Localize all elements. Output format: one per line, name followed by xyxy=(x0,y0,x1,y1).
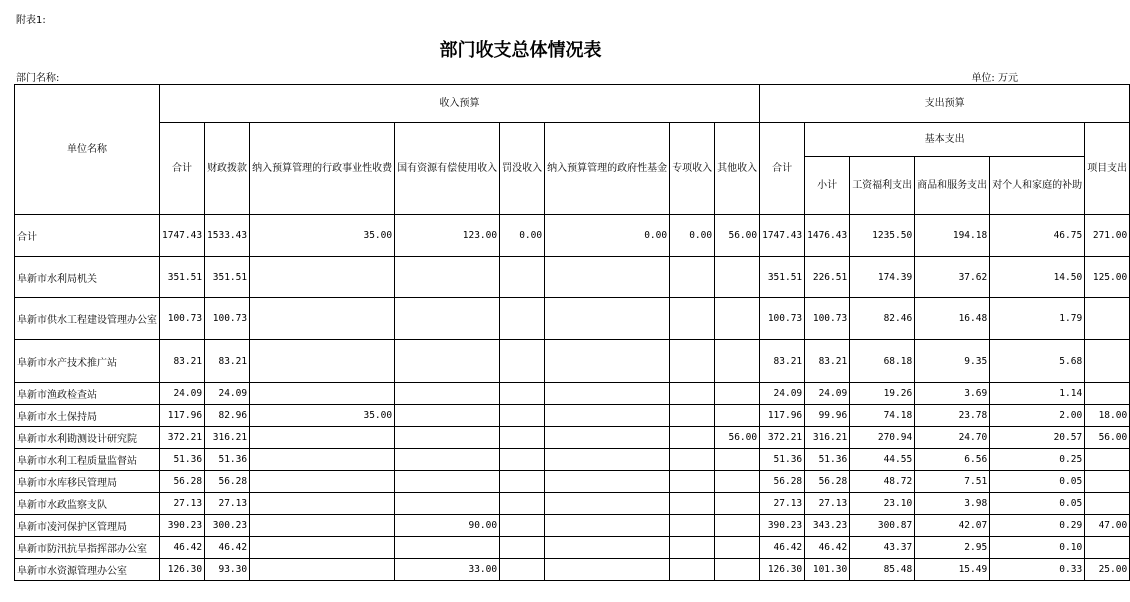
row-value-c5 xyxy=(500,257,545,298)
row-unit-name: 阜新市防汛抗旱指挥部办公室 xyxy=(15,537,160,559)
row-value-c10: 226.51 xyxy=(805,257,850,298)
row-value-c3 xyxy=(250,537,395,559)
row-value-c7 xyxy=(670,537,715,559)
row-value-c8 xyxy=(715,340,760,383)
row-value-c10: 46.42 xyxy=(805,537,850,559)
row-value-c4 xyxy=(395,340,500,383)
row-value-c9: 390.23 xyxy=(760,515,805,537)
row-value-c1: 390.23 xyxy=(160,515,205,537)
row-value-c1: 117.96 xyxy=(160,405,205,427)
table-row xyxy=(15,471,1130,493)
table-row xyxy=(15,298,1130,340)
row-value-c12: 16.48 xyxy=(915,298,990,340)
row-value-c7 xyxy=(670,383,715,405)
row-unit-name: 合计 xyxy=(15,215,160,257)
row-value-c3 xyxy=(250,383,395,405)
table-row xyxy=(15,215,1130,257)
row-unit-name: 阜新市水库移民管理局 xyxy=(15,471,160,493)
row-value-c14 xyxy=(1085,340,1130,383)
row-value-c12: 3.69 xyxy=(915,383,990,405)
header-fines: 罚没收入 xyxy=(500,123,545,215)
header-income-total: 合计 xyxy=(160,123,205,215)
row-value-c10: 83.21 xyxy=(805,340,850,383)
row-value-c4: 123.00 xyxy=(395,215,500,257)
row-value-c1: 126.30 xyxy=(160,559,205,581)
row-value-c12: 2.95 xyxy=(915,537,990,559)
row-value-c2: 56.28 xyxy=(205,471,250,493)
row-value-c4 xyxy=(395,537,500,559)
row-value-c6 xyxy=(545,471,670,493)
row-value-c4 xyxy=(395,471,500,493)
row-value-c13: 2.00 xyxy=(990,405,1085,427)
header-special: 专项收入 xyxy=(670,123,715,215)
row-value-c6 xyxy=(545,515,670,537)
row-value-c5 xyxy=(500,427,545,449)
row-value-c4 xyxy=(395,405,500,427)
row-value-c12: 194.18 xyxy=(915,215,990,257)
row-unit-name: 阜新市凌河保护区管理局 xyxy=(15,515,160,537)
row-value-c10: 1476.43 xyxy=(805,215,850,257)
row-value-c4 xyxy=(395,383,500,405)
row-value-c5 xyxy=(500,537,545,559)
row-value-c5 xyxy=(500,340,545,383)
row-value-c8 xyxy=(715,257,760,298)
row-value-c12: 6.56 xyxy=(915,449,990,471)
row-value-c9: 51.36 xyxy=(760,449,805,471)
header-expense-total: 合计 xyxy=(760,123,805,215)
table-body xyxy=(15,215,1130,581)
row-value-c4 xyxy=(395,298,500,340)
row-value-c14: 56.00 xyxy=(1085,427,1130,449)
row-value-c9: 46.42 xyxy=(760,537,805,559)
row-value-c8 xyxy=(715,515,760,537)
row-value-c1: 372.21 xyxy=(160,427,205,449)
row-unit-name: 阜新市水利局机关 xyxy=(15,257,160,298)
row-value-c1: 351.51 xyxy=(160,257,205,298)
row-value-c12: 7.51 xyxy=(915,471,990,493)
row-value-c11: 68.18 xyxy=(850,340,915,383)
row-value-c11: 82.46 xyxy=(850,298,915,340)
row-value-c2: 1533.43 xyxy=(205,215,250,257)
row-value-c3 xyxy=(250,471,395,493)
header-other: 其他收入 xyxy=(715,123,760,215)
row-value-c13: 0.05 xyxy=(990,493,1085,515)
row-value-c7 xyxy=(670,471,715,493)
row-value-c2: 351.51 xyxy=(205,257,250,298)
row-value-c2: 27.13 xyxy=(205,493,250,515)
row-value-c3 xyxy=(250,427,395,449)
row-value-c11: 48.72 xyxy=(850,471,915,493)
row-value-c11: 74.18 xyxy=(850,405,915,427)
row-value-c7 xyxy=(670,405,715,427)
row-unit-name: 阜新市水产技术推广站 xyxy=(15,340,160,383)
row-value-c2: 300.23 xyxy=(205,515,250,537)
row-value-c9: 56.28 xyxy=(760,471,805,493)
row-value-c5: 0.00 xyxy=(500,215,545,257)
row-value-c8 xyxy=(715,537,760,559)
row-value-c8 xyxy=(715,449,760,471)
row-value-c4: 33.00 xyxy=(395,559,500,581)
header-gov-fund: 纳入预算管理的政府性基金 xyxy=(545,123,670,215)
row-unit-name: 阜新市水利工程质量监督站 xyxy=(15,449,160,471)
row-value-c10: 51.36 xyxy=(805,449,850,471)
row-value-c11: 23.10 xyxy=(850,493,915,515)
row-value-c6 xyxy=(545,405,670,427)
row-value-c13: 0.29 xyxy=(990,515,1085,537)
row-value-c8: 56.00 xyxy=(715,215,760,257)
row-value-c8 xyxy=(715,493,760,515)
row-value-c2: 316.21 xyxy=(205,427,250,449)
header-unit-name: 单位名称 xyxy=(15,85,160,215)
header-project: 项目支出 xyxy=(1085,123,1130,215)
row-value-c3 xyxy=(250,493,395,515)
row-value-c8 xyxy=(715,383,760,405)
row-value-c14 xyxy=(1085,471,1130,493)
row-value-c11: 44.55 xyxy=(850,449,915,471)
row-value-c8 xyxy=(715,471,760,493)
row-value-c6 xyxy=(545,298,670,340)
row-value-c7 xyxy=(670,493,715,515)
row-value-c6: 0.00 xyxy=(545,215,670,257)
row-value-c8: 56.00 xyxy=(715,427,760,449)
row-unit-name: 阜新市水政监察支队 xyxy=(15,493,160,515)
row-value-c5 xyxy=(500,405,545,427)
header-admin-fees: 纳入预算管理的行政事业性收费 xyxy=(250,123,395,215)
row-value-c7 xyxy=(670,515,715,537)
table-row xyxy=(15,449,1130,471)
row-value-c13: 20.57 xyxy=(990,427,1085,449)
row-value-c14: 271.00 xyxy=(1085,215,1130,257)
row-value-c14 xyxy=(1085,493,1130,515)
header-goods: 商品和服务支出 xyxy=(915,157,990,215)
row-value-c1: 24.09 xyxy=(160,383,205,405)
row-value-c3 xyxy=(250,449,395,471)
row-value-c1: 1747.43 xyxy=(160,215,205,257)
table-row xyxy=(15,493,1130,515)
row-value-c6 xyxy=(545,383,670,405)
row-value-c7 xyxy=(670,298,715,340)
table-row xyxy=(15,537,1130,559)
row-value-c5 xyxy=(500,298,545,340)
row-value-c10: 27.13 xyxy=(805,493,850,515)
row-value-c13: 0.33 xyxy=(990,559,1085,581)
row-value-c14 xyxy=(1085,449,1130,471)
row-value-c2: 51.36 xyxy=(205,449,250,471)
table-row xyxy=(15,340,1130,383)
row-value-c14 xyxy=(1085,537,1130,559)
row-value-c12: 42.07 xyxy=(915,515,990,537)
header-income-group: 收入预算 xyxy=(160,85,760,123)
row-value-c9: 117.96 xyxy=(760,405,805,427)
row-value-c5 xyxy=(500,449,545,471)
row-value-c13: 0.10 xyxy=(990,537,1085,559)
row-value-c1: 46.42 xyxy=(160,537,205,559)
row-value-c11: 19.26 xyxy=(850,383,915,405)
row-value-c12: 23.78 xyxy=(915,405,990,427)
row-value-c3: 35.00 xyxy=(250,215,395,257)
row-value-c12: 3.98 xyxy=(915,493,990,515)
row-value-c5 xyxy=(500,493,545,515)
header-subtotal: 小计 xyxy=(805,157,850,215)
row-value-c10: 24.09 xyxy=(805,383,850,405)
row-value-c2: 83.21 xyxy=(205,340,250,383)
row-value-c10: 316.21 xyxy=(805,427,850,449)
row-value-c9: 1747.43 xyxy=(760,215,805,257)
row-value-c11: 174.39 xyxy=(850,257,915,298)
row-value-c10: 99.96 xyxy=(805,405,850,427)
row-value-c9: 83.21 xyxy=(760,340,805,383)
row-value-c6 xyxy=(545,257,670,298)
row-value-c9: 126.30 xyxy=(760,559,805,581)
row-value-c10: 56.28 xyxy=(805,471,850,493)
row-value-c7 xyxy=(670,427,715,449)
row-value-c4 xyxy=(395,449,500,471)
row-value-c13: 5.68 xyxy=(990,340,1085,383)
header-personal: 对个人和家庭的补助 xyxy=(990,157,1085,215)
row-value-c13: 0.05 xyxy=(990,471,1085,493)
row-value-c6 xyxy=(545,340,670,383)
row-unit-name: 阜新市供水工程建设管理办公室 xyxy=(15,298,160,340)
row-value-c7 xyxy=(670,257,715,298)
row-value-c12: 15.49 xyxy=(915,559,990,581)
page-title: 部门收支总体情况表 xyxy=(439,40,602,61)
row-value-c1: 56.28 xyxy=(160,471,205,493)
row-value-c7 xyxy=(670,340,715,383)
row-value-c4 xyxy=(395,493,500,515)
row-value-c8 xyxy=(715,405,760,427)
row-value-c4 xyxy=(395,257,500,298)
row-value-c9: 24.09 xyxy=(760,383,805,405)
row-value-c1: 83.21 xyxy=(160,340,205,383)
attachment-label: 附表1: xyxy=(16,15,46,26)
row-value-c1: 27.13 xyxy=(160,493,205,515)
table-row xyxy=(15,515,1130,537)
row-value-c10: 100.73 xyxy=(805,298,850,340)
row-value-c14 xyxy=(1085,383,1130,405)
budget-table xyxy=(14,84,1130,581)
header-expense-group: 支出预算 xyxy=(760,85,1130,123)
row-value-c14 xyxy=(1085,298,1130,340)
row-unit-name: 阜新市水利勘测设计研究院 xyxy=(15,427,160,449)
row-value-c11: 270.94 xyxy=(850,427,915,449)
row-value-c7: 0.00 xyxy=(670,215,715,257)
unit-label: 单位: 万元 xyxy=(971,73,1018,84)
row-value-c11: 43.37 xyxy=(850,537,915,559)
row-value-c8 xyxy=(715,298,760,340)
row-value-c9: 351.51 xyxy=(760,257,805,298)
row-value-c6 xyxy=(545,449,670,471)
row-value-c2: 82.96 xyxy=(205,405,250,427)
row-value-c6 xyxy=(545,559,670,581)
row-value-c7 xyxy=(670,449,715,471)
row-value-c11: 85.48 xyxy=(850,559,915,581)
row-value-c13: 1.79 xyxy=(990,298,1085,340)
row-value-c8 xyxy=(715,559,760,581)
row-value-c4 xyxy=(395,427,500,449)
row-value-c4: 90.00 xyxy=(395,515,500,537)
row-unit-name: 阜新市水土保持局 xyxy=(15,405,160,427)
row-value-c7 xyxy=(670,559,715,581)
header-wages: 工资福利支出 xyxy=(850,157,915,215)
row-value-c3 xyxy=(250,340,395,383)
row-value-c13: 0.25 xyxy=(990,449,1085,471)
row-value-c10: 343.23 xyxy=(805,515,850,537)
row-value-c12: 24.70 xyxy=(915,427,990,449)
row-value-c11: 300.87 xyxy=(850,515,915,537)
table-row xyxy=(15,257,1130,298)
row-value-c9: 27.13 xyxy=(760,493,805,515)
row-value-c14: 25.00 xyxy=(1085,559,1130,581)
row-value-c3 xyxy=(250,298,395,340)
table-row xyxy=(15,383,1130,405)
row-value-c5 xyxy=(500,383,545,405)
row-value-c2: 24.09 xyxy=(205,383,250,405)
row-value-c5 xyxy=(500,515,545,537)
row-value-c14: 18.00 xyxy=(1085,405,1130,427)
header-fiscal: 财政拨款 xyxy=(205,123,250,215)
row-value-c13: 14.50 xyxy=(990,257,1085,298)
row-value-c9: 372.21 xyxy=(760,427,805,449)
row-unit-name: 阜新市水资源管理办公室 xyxy=(15,559,160,581)
row-value-c9: 100.73 xyxy=(760,298,805,340)
row-value-c12: 37.62 xyxy=(915,257,990,298)
row-value-c2: 100.73 xyxy=(205,298,250,340)
row-value-c3 xyxy=(250,559,395,581)
row-value-c14: 47.00 xyxy=(1085,515,1130,537)
row-value-c3: 35.00 xyxy=(250,405,395,427)
row-value-c2: 93.30 xyxy=(205,559,250,581)
row-value-c13: 46.75 xyxy=(990,215,1085,257)
row-value-c5 xyxy=(500,559,545,581)
row-unit-name: 阜新市渔政检查站 xyxy=(15,383,160,405)
department-label: 部门名称: xyxy=(16,73,60,84)
row-value-c3 xyxy=(250,257,395,298)
row-value-c11: 1235.50 xyxy=(850,215,915,257)
table-row xyxy=(15,427,1130,449)
row-value-c1: 100.73 xyxy=(160,298,205,340)
row-value-c6 xyxy=(545,493,670,515)
row-value-c3 xyxy=(250,515,395,537)
row-value-c13: 1.14 xyxy=(990,383,1085,405)
row-value-c14: 125.00 xyxy=(1085,257,1130,298)
row-value-c6 xyxy=(545,427,670,449)
row-value-c12: 9.35 xyxy=(915,340,990,383)
header-state-asset: 国有资源有偿使用收入 xyxy=(395,123,500,215)
row-value-c6 xyxy=(545,537,670,559)
table-row xyxy=(15,405,1130,427)
row-value-c2: 46.42 xyxy=(205,537,250,559)
table-row xyxy=(15,559,1130,581)
row-value-c5 xyxy=(500,471,545,493)
row-value-c1: 51.36 xyxy=(160,449,205,471)
row-value-c10: 101.30 xyxy=(805,559,850,581)
header-basic-group: 基本支出 xyxy=(805,123,1085,157)
